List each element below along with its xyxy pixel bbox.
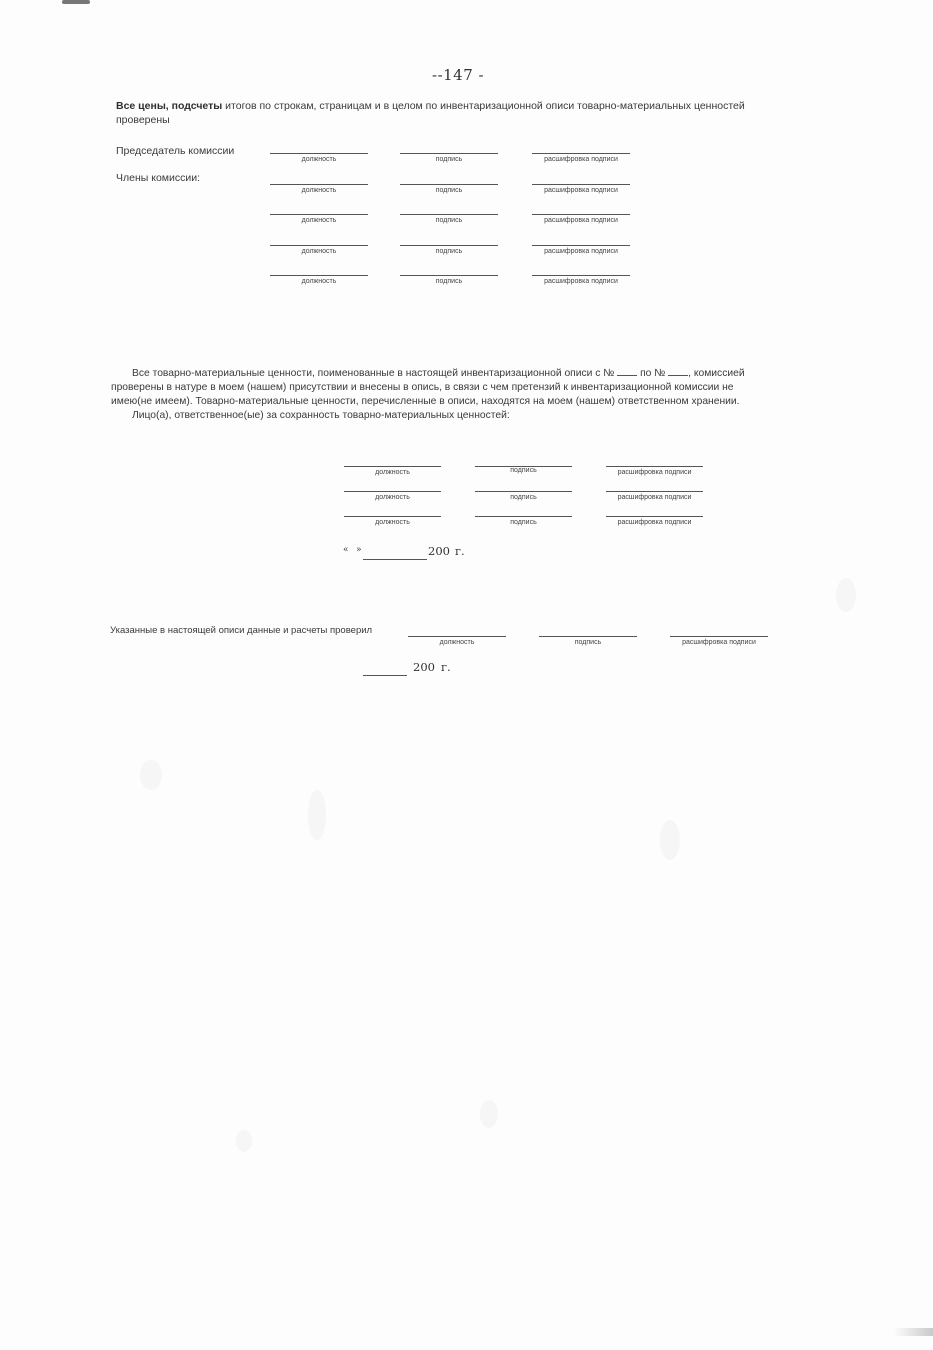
scan-noise xyxy=(236,1130,252,1152)
statement-line-2: проверены в натуре в моем (нашем) присутствии и внесены в опись, в связи с чем претензий к инвентаризационной комиссии не xyxy=(111,382,734,393)
signature-line xyxy=(400,184,498,185)
scan-noise xyxy=(140,760,162,790)
scan-noise xyxy=(308,790,326,840)
decoding-caption: расшифровка подписи xyxy=(544,248,618,255)
position-caption: должность xyxy=(301,187,337,194)
statement-line-1b: по № xyxy=(640,368,666,379)
scan-noise xyxy=(836,578,856,612)
signature-line xyxy=(400,245,498,246)
signature-caption: подпись xyxy=(574,639,602,646)
decoding-line xyxy=(606,516,703,517)
decoding-caption: расшифровка подписи xyxy=(544,278,618,285)
scan-noise xyxy=(660,820,680,860)
signature-caption: подпись xyxy=(435,187,463,194)
signature-line xyxy=(400,275,498,276)
decoding-line xyxy=(532,153,630,154)
signature-line xyxy=(400,214,498,215)
signature-caption: подпись xyxy=(510,467,537,474)
position-line xyxy=(408,636,506,637)
signature-caption: подпись xyxy=(510,494,537,501)
intro-line2: проверены xyxy=(116,114,170,126)
decoding-caption: расшифровка подписи xyxy=(544,187,618,194)
position-caption: должность xyxy=(375,494,410,501)
scan-artifact-top xyxy=(62,0,90,4)
signature-caption: подпись xyxy=(510,519,537,526)
position-line xyxy=(270,184,368,185)
checked-label: Указанные в настоящей описи данные и расчеты проверил xyxy=(110,625,373,636)
decoding-line xyxy=(606,491,703,492)
date-month-line xyxy=(363,559,427,560)
intro-text xyxy=(116,99,838,127)
position-caption: должность xyxy=(301,278,337,285)
chair-label: Председатель комиссии xyxy=(116,145,235,157)
position-line xyxy=(270,153,368,154)
position-line xyxy=(270,245,368,246)
date-year: 200 xyxy=(428,544,450,558)
position-line xyxy=(270,214,368,215)
statement-paragraph xyxy=(111,367,837,423)
date-close-quote: » xyxy=(356,545,362,555)
checked-date-suffix: г. xyxy=(441,660,451,674)
decoding-caption: расшифровка подписи xyxy=(617,519,692,526)
statement-line-1a: Все товарно-материальные ценности, поименованные в настоящей инвентаризационной описи с № xyxy=(132,368,615,379)
position-caption: должность xyxy=(301,156,337,163)
decoding-line xyxy=(532,275,630,276)
decoding-line xyxy=(670,636,768,637)
signature-line xyxy=(539,636,637,637)
statement-line-3: имею(не имеем). Товарно-материальные ценности, перечисленные в описи, находятся на моем (нашем) ответственном хранении. xyxy=(111,396,740,407)
statement-line-1 xyxy=(111,367,837,381)
signature-caption: подпись xyxy=(435,248,463,255)
scan-artifact-bottom xyxy=(893,1328,933,1336)
decoding-line xyxy=(532,184,630,185)
decoding-caption: расшифровка подписи xyxy=(617,494,692,501)
position-line xyxy=(344,516,441,517)
position-caption: должность xyxy=(375,519,410,526)
intro-rest: итогов по строкам, страницам и в целом по инвентаризационной описи товарно-материальных ценностей xyxy=(222,100,745,112)
decoding-caption: расшифровка подписи xyxy=(544,217,618,224)
intro-bold-prefix: Все цены, подсчеты xyxy=(116,100,223,112)
statement-line-1c: , комиссией xyxy=(688,368,745,379)
date-open-quote: « xyxy=(343,545,349,555)
position-line xyxy=(270,275,368,276)
signature-caption: подпись xyxy=(435,217,463,224)
decoding-line xyxy=(606,466,703,467)
signature-line xyxy=(475,491,572,492)
number-from-blank xyxy=(617,375,637,376)
signature-line xyxy=(475,516,572,517)
decoding-line xyxy=(532,245,630,246)
position-caption: должность xyxy=(375,469,410,476)
position-caption: должность xyxy=(301,248,337,255)
signature-caption: подпись xyxy=(435,278,463,285)
members-label: Члены комиссии: xyxy=(116,172,201,184)
decoding-caption: расшифровка подписи xyxy=(617,469,692,476)
decoding-caption: расшифровка подписи xyxy=(682,639,756,646)
position-line xyxy=(344,466,441,467)
scan-noise xyxy=(480,1100,498,1128)
signature-line xyxy=(400,153,498,154)
signature-caption: подпись xyxy=(435,156,463,163)
position-caption: должность xyxy=(301,217,337,224)
date-suffix: г. xyxy=(455,544,465,558)
date-line xyxy=(363,675,407,676)
decoding-line xyxy=(532,214,630,215)
number-to-blank xyxy=(668,375,688,376)
checked-date-year: 200 xyxy=(413,660,435,674)
position-line xyxy=(344,491,441,492)
decoding-caption: расшифровка подписи xyxy=(544,156,618,163)
page-number: --147 - xyxy=(432,66,485,84)
statement-line-4: Лицо(а), ответственное(ые) за сохранность товарно-материальных ценностей: xyxy=(132,410,510,421)
position-caption: должность xyxy=(439,639,475,646)
